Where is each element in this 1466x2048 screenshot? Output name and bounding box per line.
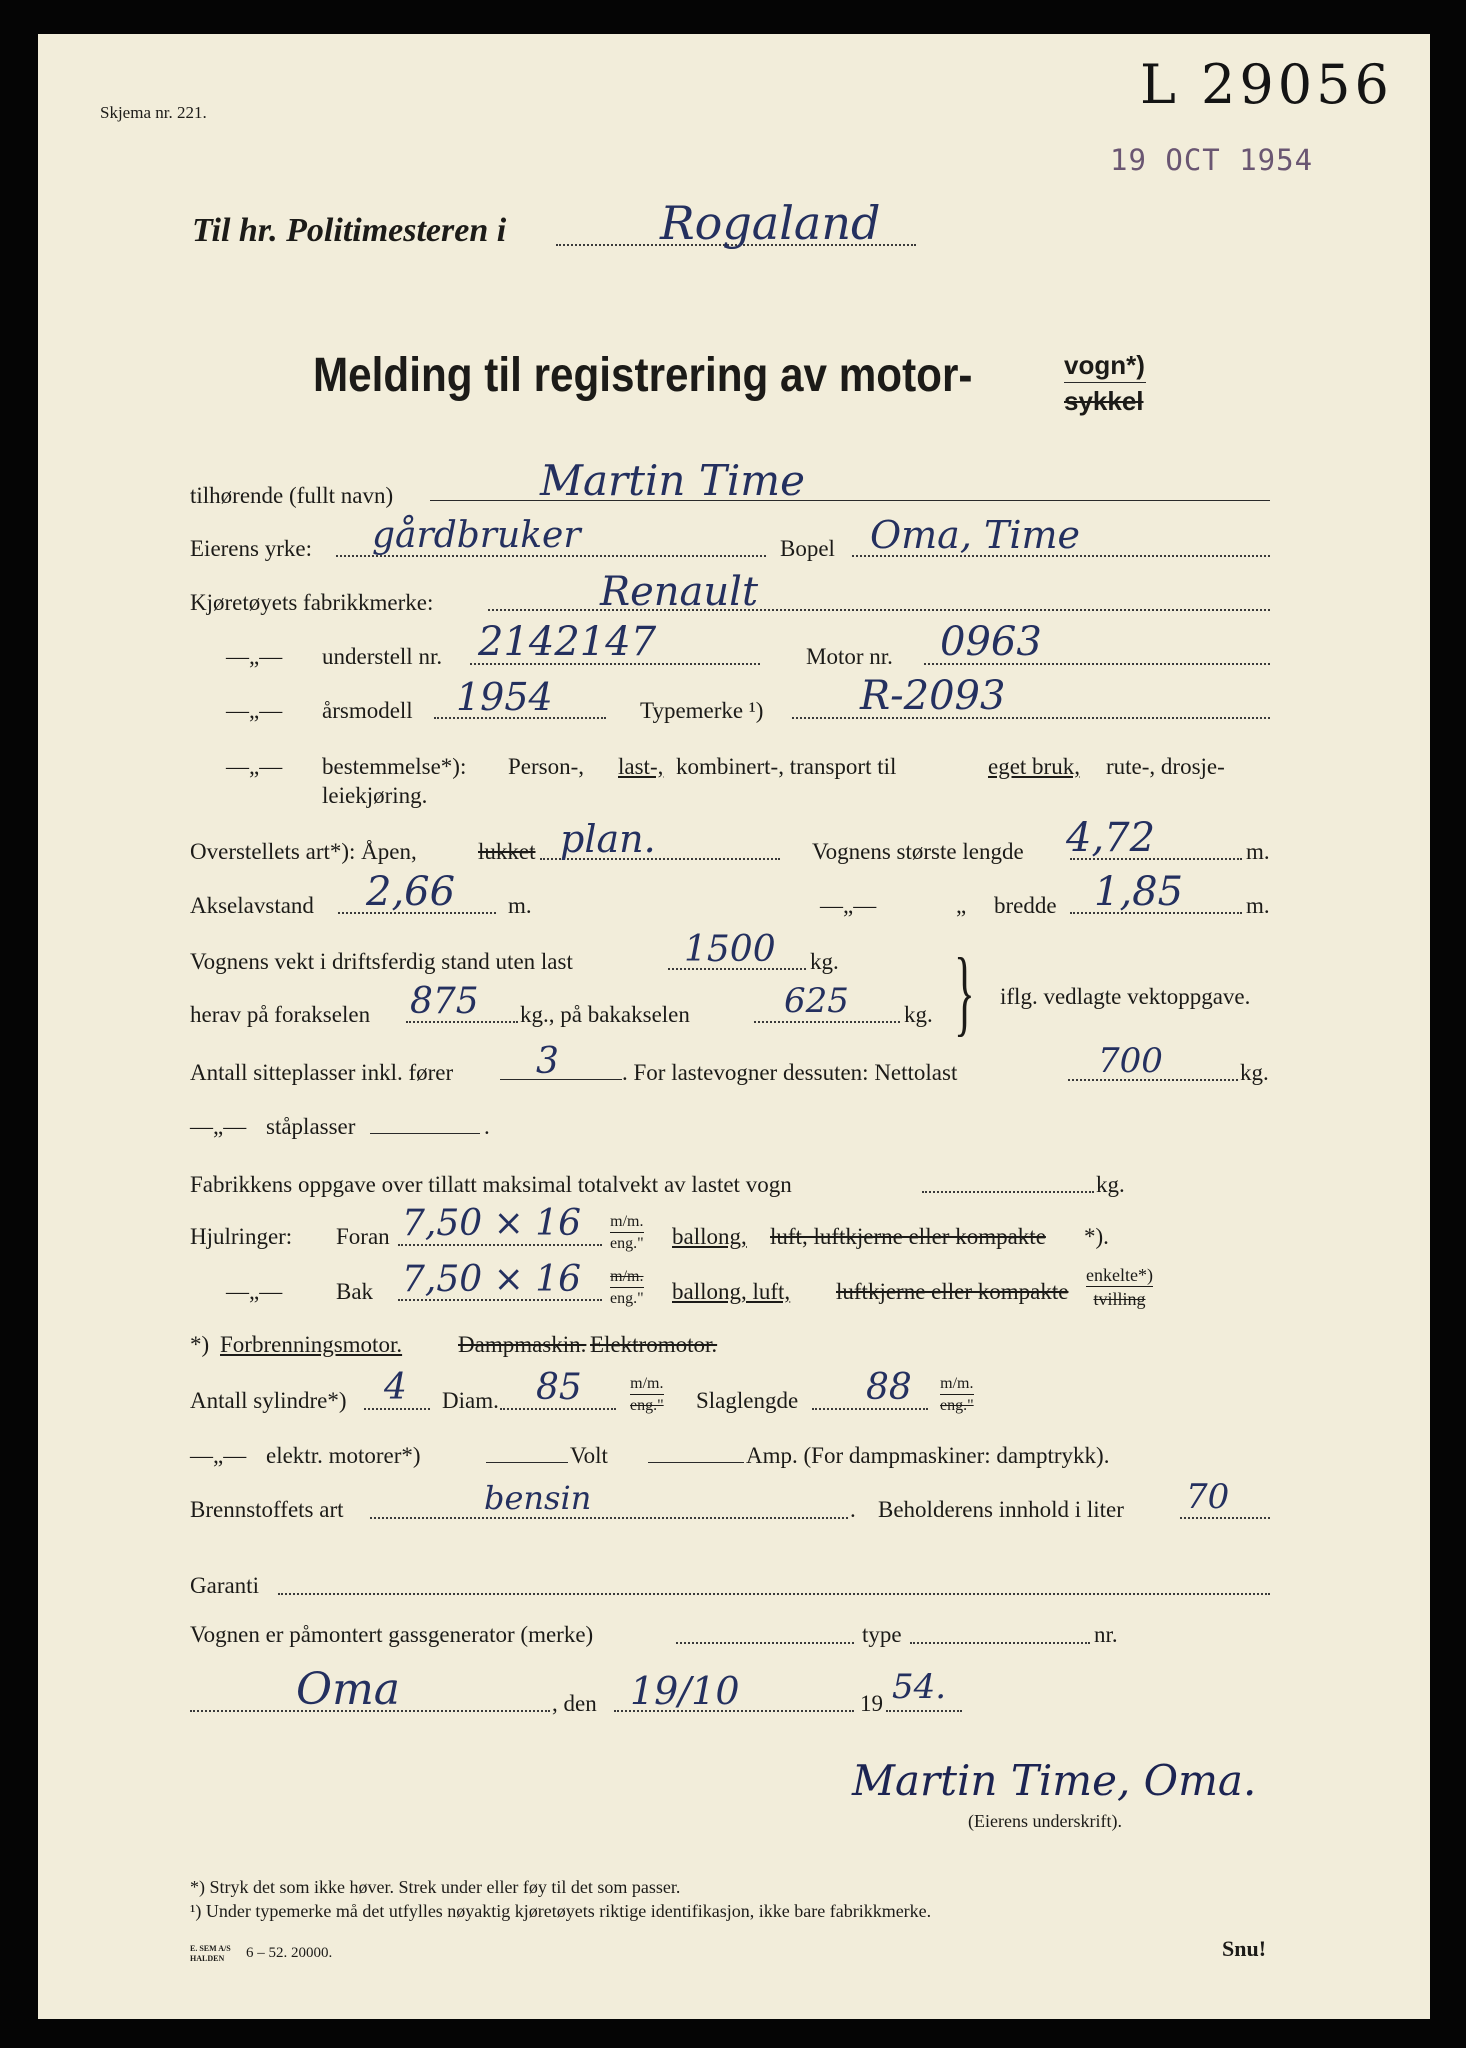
axle-value: 2,66 [366,869,456,915]
tire-rear-ballong: ballong, luft, [672,1279,791,1304]
gas-label: Vognen er påmontert gassgenerator (merke) [190,1622,594,1647]
weight-brace: } [954,938,975,1045]
title-divider [1064,382,1146,383]
received-date-stamp: 19 OCT 1954 [1110,143,1314,177]
purpose-ditto: —„— [226,754,283,779]
year-label: årsmodell [322,698,413,723]
standing-ditto: —„— [190,1114,247,1139]
year-ditto: —„— [226,698,283,723]
cylinders-label: Antall sylindre*) [190,1388,347,1413]
occupation-label: Eierens yrke: [190,536,312,561]
rear-axle-unit: kg. [904,1002,933,1027]
purpose-last: last-, [618,754,664,779]
engine-star: *) [190,1332,210,1357]
make-value: Renault [600,569,759,615]
purpose-leie: leiekjøring. [322,783,428,808]
electric-ditto: —„— [190,1443,247,1468]
make-label: Kjøretøyets fabrikkmerke: [190,590,434,615]
cylinders-line [364,1408,430,1410]
length-label: Vognens største lengde [812,839,1024,864]
cargo-unit: kg. [1240,1060,1269,1085]
width-value: 1,85 [1094,869,1184,915]
tires-rear-unit [610,1269,644,1307]
tire-front-struck: luft, luftkjerne eller kompakte [770,1224,1046,1249]
standing-line [370,1133,480,1134]
axle-unit: m. [508,893,532,918]
type-value: R-2093 [860,673,1006,719]
tire-rear-struck: luftkjerne eller kompakte [836,1279,1069,1304]
amp-label: Amp. (For dampmaskiner: damptrykk). [746,1443,1110,1468]
seats-line [500,1079,622,1080]
engine-combustion: Forbrenningsmotor. [220,1332,403,1357]
diam-value: 85 [536,1367,582,1408]
gas-line [676,1642,854,1644]
addressee-label: Til hr. Politimesteren i [192,212,507,249]
body-value: plan. [560,817,656,861]
owner-value: Martin Time [540,456,805,505]
tires-front-label: Foran [336,1224,390,1249]
printer-mark: E. SEM A/S [190,1944,231,1953]
weight-value: 1500 [684,929,776,970]
rear-axle-value: 625 [784,981,849,1021]
year-suffix-value: 54. [892,1667,947,1707]
gas-type-label: type [862,1622,902,1647]
title-sykkel: sykkel [1064,386,1144,416]
frac-mm-rear: m/m. [610,1269,644,1288]
residence-value: Oma, Time [870,513,1081,557]
owner-label: tilhørende (fullt navn) [190,483,394,508]
diam-eng: eng." [630,1397,664,1414]
footnote-2: ¹) Under typemerke må det utfylles nøyaktig kjøretøyets riktige identifikasjon, ikke bare fabrikkmerke. [190,1901,932,1921]
diam-label: Diam. [442,1388,499,1413]
length-value: 4,72 [1066,815,1156,861]
tire-single: enkelte*) [1086,1265,1153,1285]
diam-line [500,1408,616,1410]
gas-type-line [910,1642,1090,1644]
form-number: Skjema nr. 221. [100,103,207,122]
stroke-value: 88 [866,1367,912,1408]
type-label: Typemerke ¹) [640,698,764,723]
stroke-mm: m/m. [940,1376,974,1395]
printer-city: HALDEN [190,1954,225,1963]
footnote-1: *) Stryk det som ikke høver. Strek under eller føy til det som passer. [190,1877,681,1897]
year-value: 1954 [456,675,553,719]
body-label: Overstellets art*): Åpen, [190,839,417,864]
fuel-value: bensin [484,1479,592,1517]
electric-label: elektr. motorer*) [266,1443,421,1468]
cylinders-value: 4 [384,1367,407,1408]
width-unit: m. [1246,893,1270,918]
tires-label: Hjulringer: [190,1224,293,1249]
signature-caption: (Eierens underskrift). [968,1811,1122,1831]
frac-eng: eng." [610,1235,644,1252]
chassis-label: understell nr. [322,644,443,669]
fuel-label: Brennstoffets art [190,1497,344,1522]
weight-label: Vognens vekt i driftsferdig stand uten last [190,949,573,974]
length-unit: m. [1246,839,1270,864]
frac-mm: m/m. [610,1214,644,1233]
tires-front-unit [610,1214,644,1252]
occupation-value: gårdbruker [372,515,581,556]
chassis-value: 2142147 [478,619,657,665]
cargo-label: . For lastevogner dessuten: Nettolast [622,1060,958,1085]
tires-rear-label: Bak [336,1279,374,1304]
weight-unit: kg. [810,949,839,974]
tires-front-value: 7,50 × 16 [402,1203,582,1244]
cargo-value: 700 [1098,1041,1163,1081]
tires-front-line [398,1244,602,1246]
residence-label: Bopel [780,536,835,561]
seats-value: 3 [536,1041,559,1082]
stroke-label: Slaglengde [696,1388,799,1413]
rear-axle-label: kg., på bakakselen [520,1002,690,1027]
electric-line [486,1462,568,1463]
purpose-kombinert: kombinert-, transport til [676,754,897,779]
tire-twin: tvilling [1093,1289,1146,1309]
turn-page: Snu! [1222,1936,1267,1961]
addressee-value: Rogaland [660,196,881,250]
standing-dot: . [484,1114,490,1139]
purpose-rute: rute-, drosje- [1106,754,1225,779]
tires-rear-value: 7,50 × 16 [402,1259,582,1300]
standing-label: ståplasser [266,1114,356,1139]
max-weight-unit: kg. [1096,1172,1125,1197]
width-ditto: —„— [820,893,877,918]
axle-label: Akselavstand [190,893,314,918]
diam-unit [630,1376,664,1414]
width-label: bredde [994,893,1057,918]
tank-value: 70 [1186,1477,1230,1517]
stroke-unit [940,1376,974,1414]
chassis-ditto: —„— [226,644,283,669]
owner-signature: Martin Time, Oma. [852,1756,1257,1805]
print-run: 6 – 52. 20000. [246,1945,333,1961]
weight-note: iflg. vedlagte vektoppgave. [1000,984,1251,1009]
date-value: 19/10 [630,1669,740,1713]
fuel-dot: . [850,1497,856,1522]
year-suffix-line [886,1710,962,1712]
front-axle-value: 875 [410,981,479,1022]
engine-electric: Elektromotor. [590,1332,718,1357]
volt-line [648,1462,744,1463]
fuel-line [370,1517,848,1519]
tire-front-end: *). [1084,1224,1109,1249]
stroke-eng: eng." [940,1397,974,1414]
rear-axle-line [754,1021,900,1023]
stroke-line [812,1408,928,1410]
purpose-eget-bruk: eget bruk, [988,754,1080,779]
motor-label: Motor nr. [806,644,893,669]
seats-label: Antall sitteplasser inkl. fører [190,1060,454,1085]
diam-mm: m/m. [630,1376,664,1395]
tire-mount [1086,1266,1153,1308]
max-weight-line [922,1191,1094,1193]
reference-number: L 29056 [1140,53,1393,116]
max-weight-label: Fabrikkens oppgave over tillatt maksimal totalvekt av lastet vogn [190,1172,792,1197]
gas-nr-label: nr. [1094,1622,1118,1647]
engine-steam: Dampmaskin. [458,1332,587,1357]
year-prefix: 19 [860,1691,883,1716]
guarantee-line [278,1593,1270,1595]
page-title: Melding til registrering av motor- [313,349,973,402]
purpose-label: bestemmelse*): [322,754,467,779]
place-value: Oma [296,1664,401,1715]
motor-value: 0963 [940,619,1042,665]
tire-front-ballong: ballong, [672,1224,747,1249]
title-vogn: vogn*) [1064,350,1145,380]
volt-label: Volt [570,1443,608,1468]
body-lukket: lukket [478,839,536,864]
purpose-person: Person-, [508,754,585,779]
tank-line [1180,1517,1270,1519]
frac-eng-rear: eng." [610,1290,644,1307]
guarantee-label: Garanti [190,1573,259,1598]
date-label: , den [552,1691,597,1716]
front-axle-label: herav på forakselen [190,1002,371,1027]
tank-label: Beholderens innhold i liter [878,1497,1124,1522]
tires-rear-ditto: —„— [226,1279,283,1304]
width-quote: „ [956,893,967,918]
